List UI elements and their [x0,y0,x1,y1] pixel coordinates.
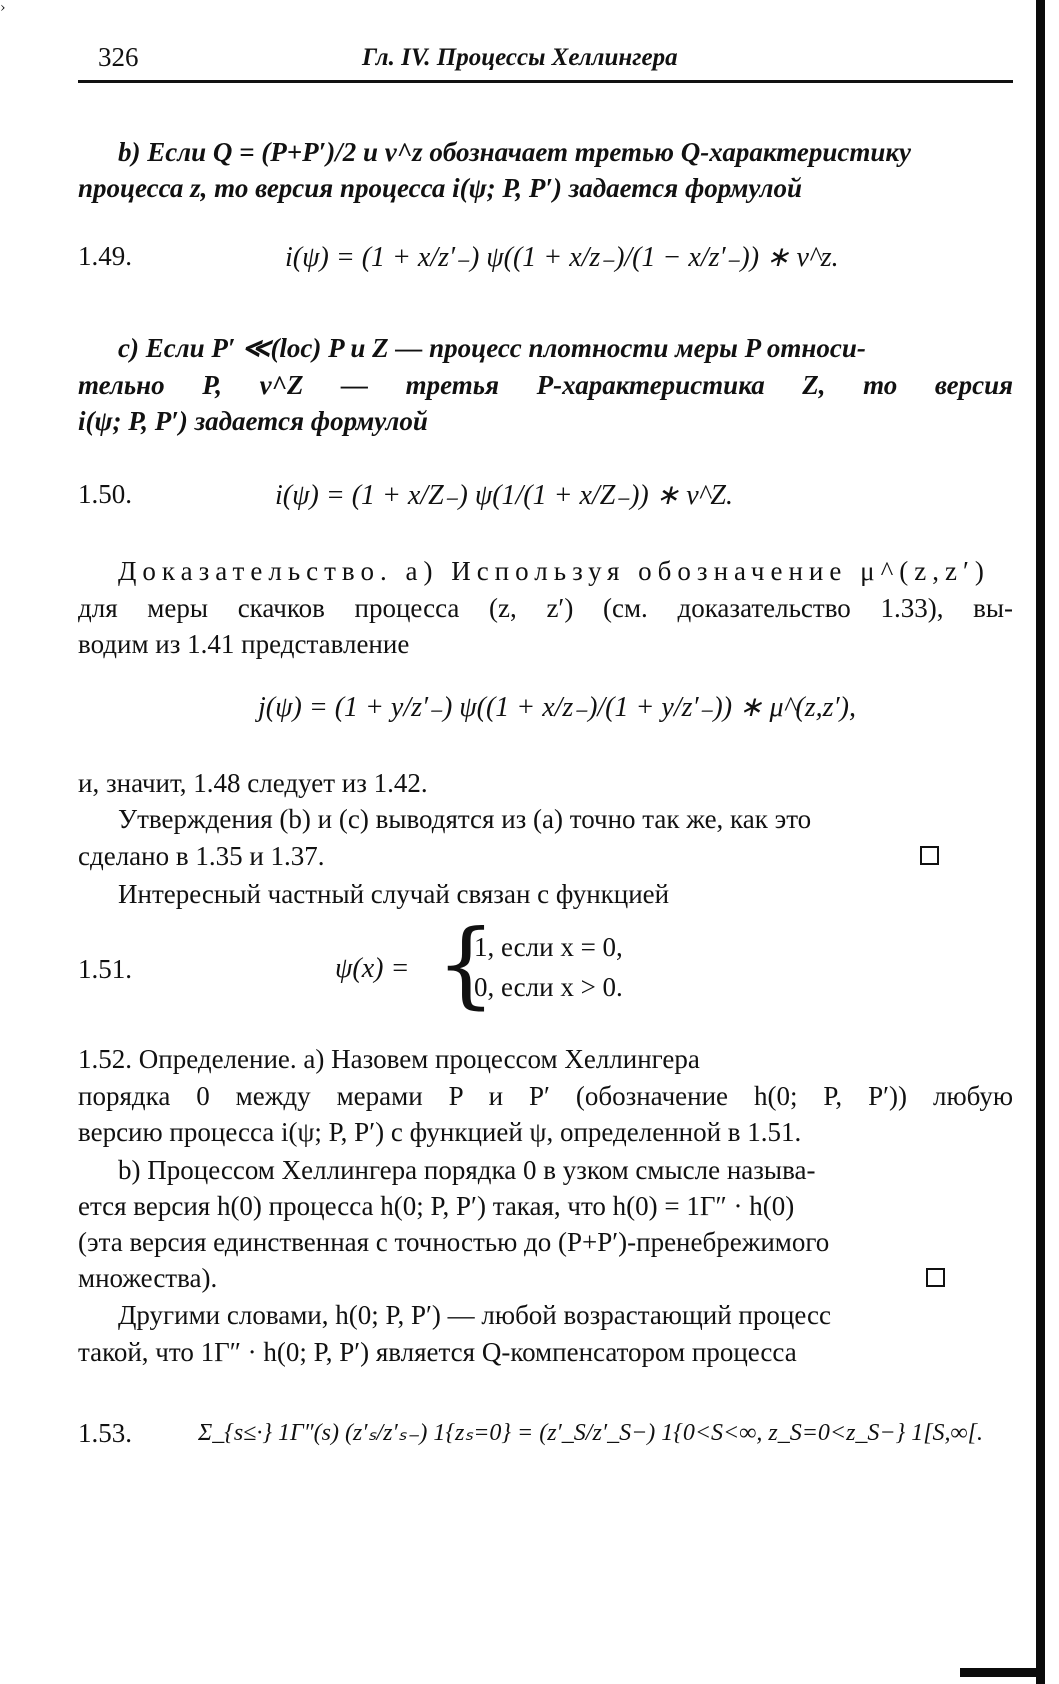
running-title: Гл. IV. Процессы Хеллингера [362,44,678,71]
text-line: и, значит, 1.48 следует из 1.42. [78,768,428,798]
page-header [92,38,1012,78]
proof-heading-line: Доказательство. a) Используя обозначение μ^(z,z′) [118,556,990,586]
text-line: версию процесса i(ψ; P, P′) с функцией ψ, определенной в 1.51. [78,1117,802,1147]
equation-number: 1.51. [78,954,132,984]
equation-1-50: i(ψ) = (1 + x/Z₋) ψ(1/(1 + x/Z₋)) ∗ ν^Z. [275,480,734,511]
equation-number: 1.49. [78,241,132,271]
text-line: для меры скачков процесса (z, z′) (см. доказательство 1.33), вы- [78,593,1013,623]
text-line: такой, что 1Γ″ · h(0; P, P′) является Q-компенсатором процесса [78,1337,797,1367]
equation-number: 1.53. [78,1418,132,1448]
page-corner-bar [960,1668,1045,1677]
qed-square [926,1268,945,1287]
definition-heading-line: 1.52. Определение. a) Назовем процессом Хеллингера [78,1044,700,1074]
equation-1-53: Σ_{s≤·} 1Γ″(s) (z′ₛ/z′ₛ₋) 1{zₛ=0} = (z′_S/z′_S−) 1{0<S<∞, z_S=0<z_S−} 1[S,∞[. [198,1420,984,1446]
equation-1-51-lhs: ψ(x) = [335,953,410,984]
text-line: b) Если Q = (P+P′)/2 и ν^z обозначает третью Q-характеристику [118,137,912,167]
text-line: множества). [78,1263,218,1293]
text-line: тельно P, ν^Z — третья P-характеристика Z, то версия [78,370,1013,400]
text-line: i(ψ; P, P′) задается формулой [78,406,428,436]
equation-number: 1.50. [78,479,132,509]
margin-mark: › [0,0,6,16]
equation-j: j(ψ) = (1 + y/z′₋) ψ((1 + x/z₋)/(1 + y/z′₋)) ∗ μ^(z,z′), [258,692,856,723]
qed-square [920,846,939,865]
text-line: b) Процессом Хеллингера порядка 0 в узком смысле называ- [118,1155,816,1185]
text-line: c) Если P′ ≪(loc) P и Z — процесс плотности меры P относи- [118,333,866,363]
brace: { [436,910,496,1019]
page-edge-bar [1036,0,1045,1684]
case-line: 0, если x > 0. [474,972,623,1002]
text-line: Другими словами, h(0; P, P′) — любой возрастающий процесс [118,1300,831,1330]
header-rule [78,80,1013,83]
text-line: водим из 1.41 представление [78,629,410,659]
text-line: (эта версия единственная с точностью до (P+P′)-пренебрежимого [78,1227,830,1257]
text-line: порядка 0 между мерами P и P′ (обозначение h(0; P, P′)) любую [78,1081,1013,1111]
text-line: Утверждения (b) и (c) выводятся из (a) точно так же, как это [118,804,812,834]
text-line: Интересный частный случай связан с функцией [118,879,670,909]
text-line: процесса z, то версия процесса i(ψ; P, P′) задается формулой [78,173,803,203]
equation-1-49: i(ψ) = (1 + x/z′₋) ψ((1 + x/z₋)/(1 − x/z′₋)) ∗ ν^z. [285,242,839,273]
text-line: ется версия h(0) процесса h(0; P, P′) такая, что h(0) = 1Γ″ · h(0) [78,1191,795,1221]
case-line: 1, если x = 0, [474,932,623,962]
page-number: 326 [98,42,139,72]
text-line: сделано в 1.35 и 1.37. [78,841,325,871]
